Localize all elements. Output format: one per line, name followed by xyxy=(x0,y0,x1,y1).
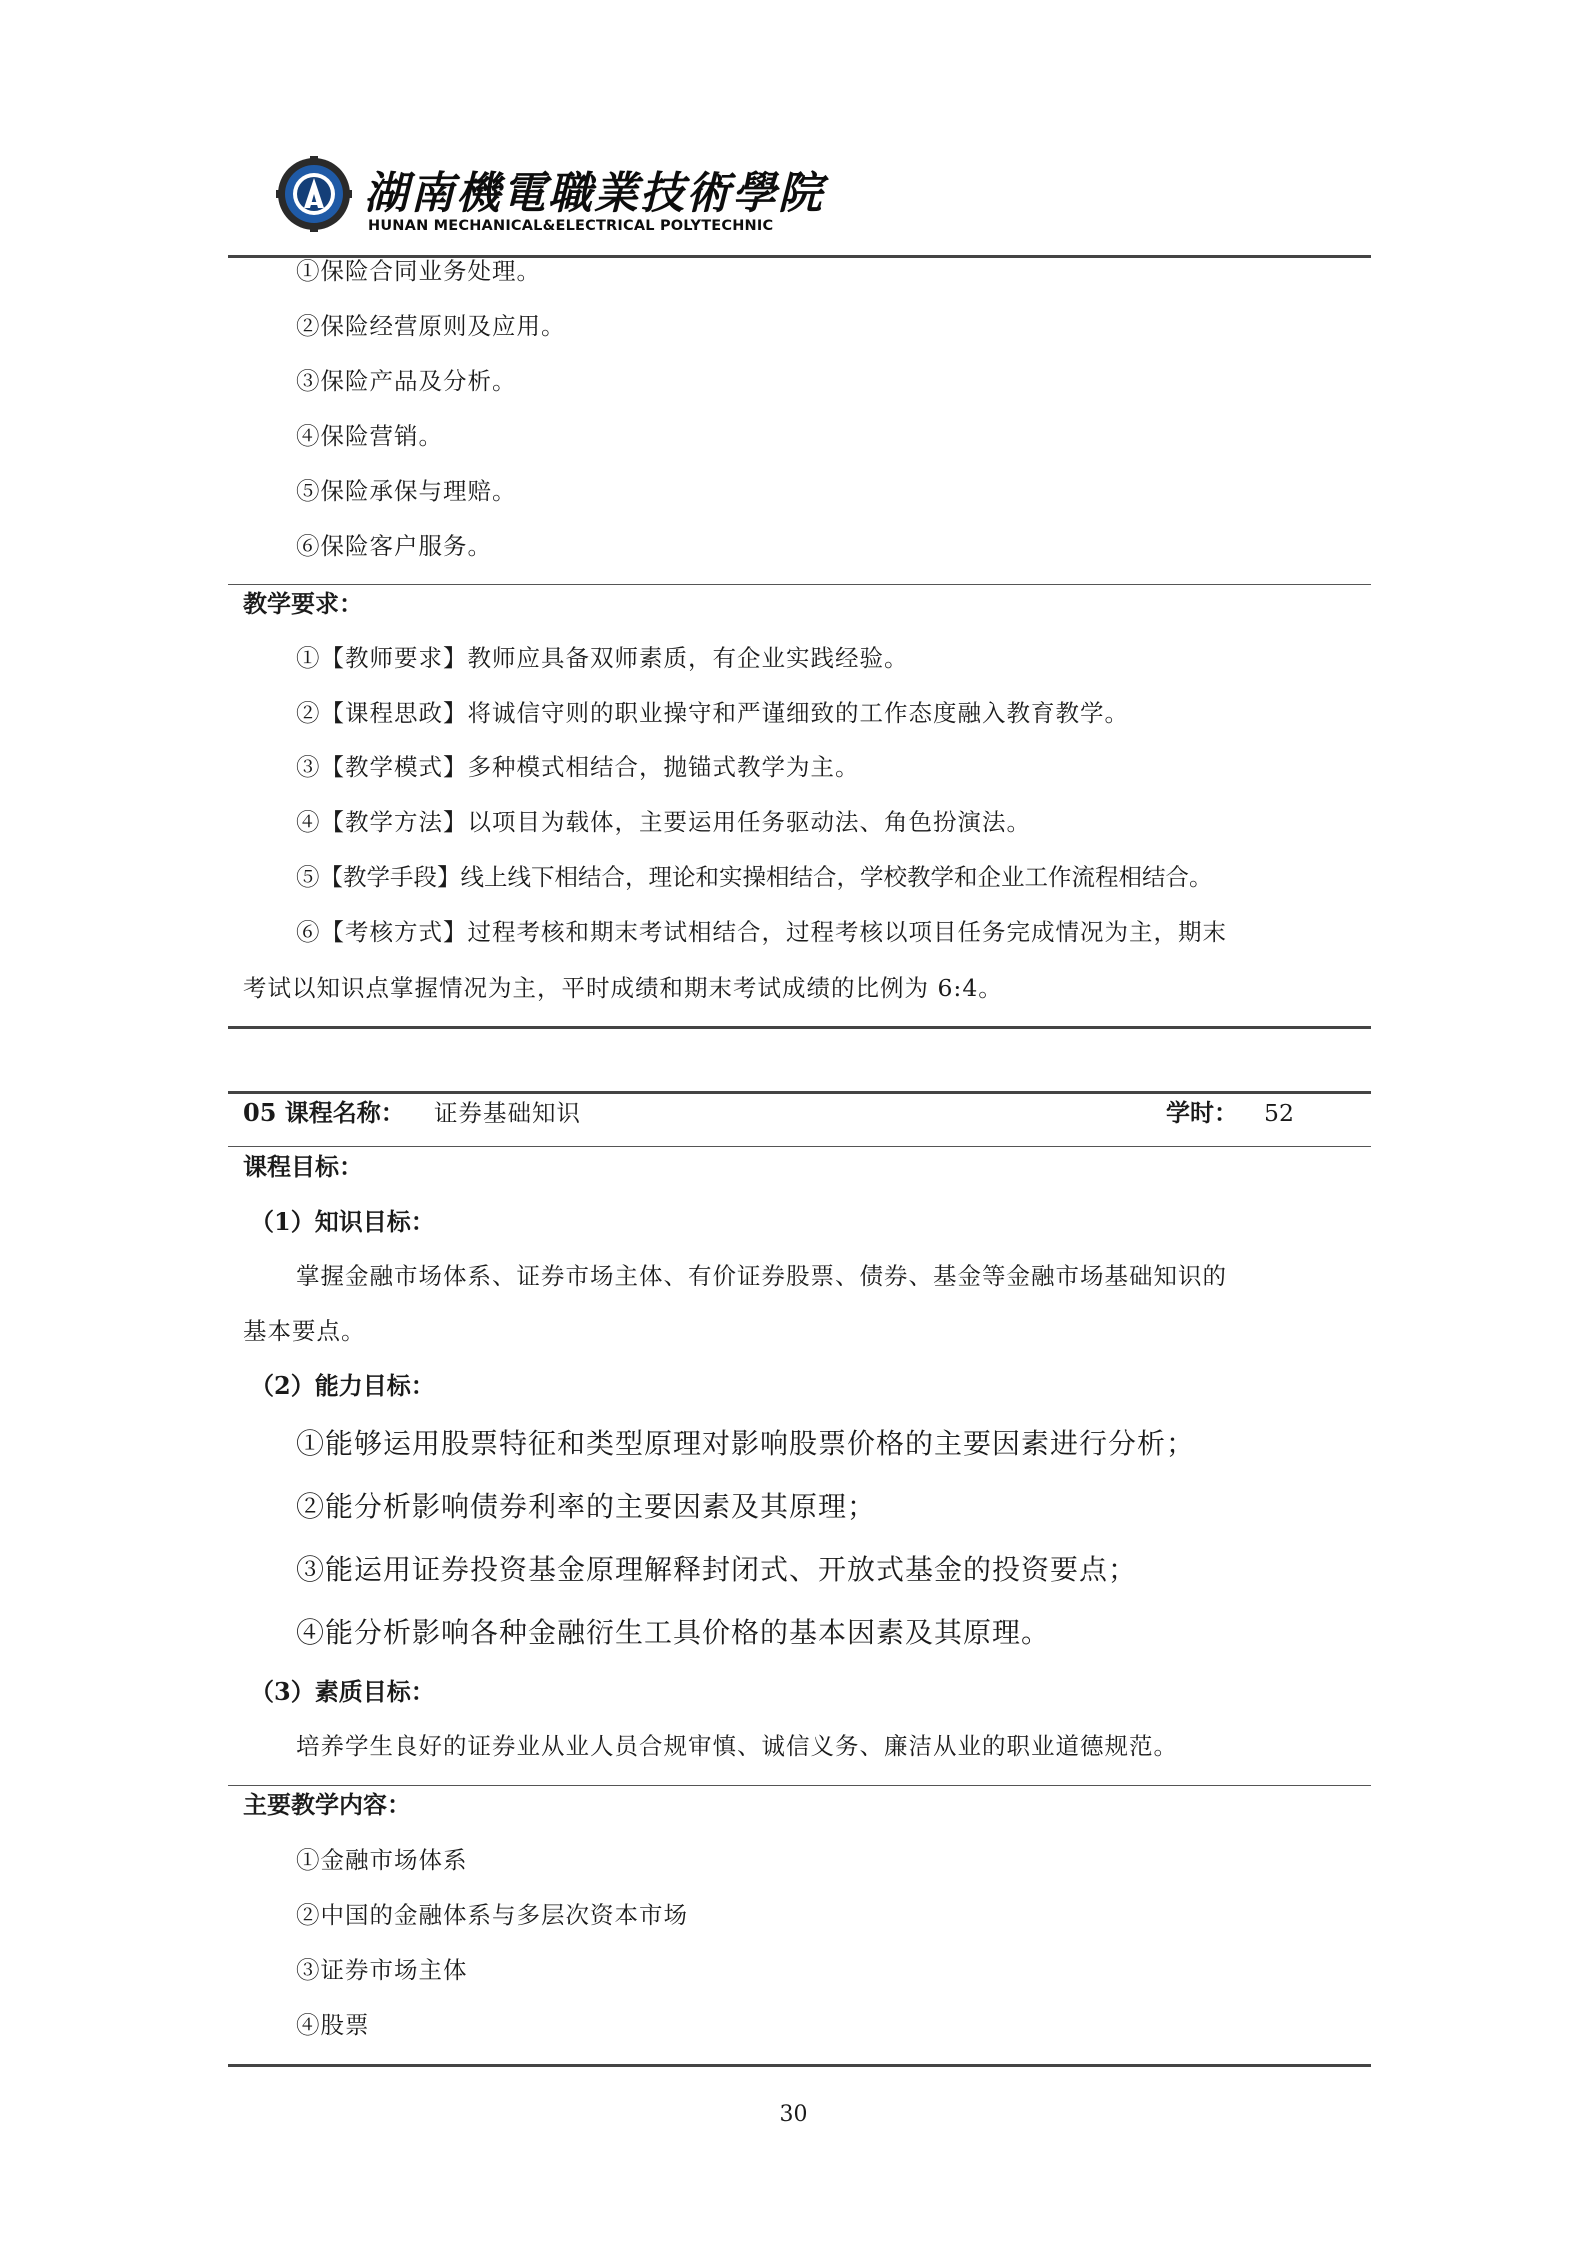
list-item: ③证券市场主体 xyxy=(296,1956,468,1984)
course-name: 证券基础知识 xyxy=(434,1099,581,1127)
quality-objective-label: （3）素质目标： xyxy=(250,1677,435,1706)
list-item: ①能够运用股票特征和类型原理对影响股票价格的主要因素进行分析； xyxy=(296,1427,1196,1460)
content-label: 主要教学内容： xyxy=(243,1790,411,1819)
list-item: ④保险营销。 xyxy=(296,422,443,450)
divider xyxy=(228,584,1371,585)
section-end-rule xyxy=(228,2064,1371,2067)
teaching-requirements-label: 教学要求： xyxy=(243,589,363,618)
objectives-label: 课程目标： xyxy=(243,1152,363,1181)
list-item: ①保险合同业务处理。 xyxy=(296,257,541,285)
ability-objective-label: （2）能力目标： xyxy=(250,1371,435,1400)
school-logo xyxy=(276,148,824,240)
page-number: 30 xyxy=(779,2102,808,2127)
list-item: ④【教学方法】以项目为载体，主要运用任务驱动法、角色扮演法。 xyxy=(296,808,1031,836)
school-seal-icon xyxy=(276,156,352,232)
knowledge-objective-label: （1）知识目标： xyxy=(250,1207,435,1236)
school-name-en: HUNAN MECHANICAL&ELECTRICAL POLYTECHNIC xyxy=(368,218,774,234)
list-item: ②【课程思政】将诚信守则的职业操守和严谨细致的工作态度融入教育教学。 xyxy=(296,699,1129,727)
list-item: ①金融市场体系 xyxy=(296,1846,468,1874)
course-top-rule xyxy=(228,1091,1371,1094)
divider xyxy=(228,1785,1371,1786)
course-name-label: 05 课程名称： xyxy=(243,1098,405,1127)
list-item: ⑤【教学手段】线上线下相结合，理论和实操相结合，学校教学和企业工作流程相结合。 xyxy=(296,863,1213,891)
list-item: ⑥保险客户服务。 xyxy=(296,532,492,560)
course-hours-label: 学时： xyxy=(1166,1098,1238,1127)
list-item: ②中国的金融体系与多层次资本市场 xyxy=(296,1901,688,1929)
list-item: ①【教师要求】教师应具备双师素质，有企业实践经验。 xyxy=(296,644,909,672)
assessment-line: 考试以知识点掌握情况为主，平时成绩和期末考试成绩的比例为 6:4。 xyxy=(243,974,1003,1002)
section-end-rule xyxy=(228,1026,1371,1029)
divider xyxy=(228,1146,1371,1147)
quality-text: 培养学生良好的证券业从业人员合规审慎、诚信义务、廉洁从业的职业道德规范。 xyxy=(296,1732,1178,1760)
knowledge-text: 基本要点。 xyxy=(243,1317,366,1345)
course-hours: 52 xyxy=(1264,1099,1294,1127)
list-item: ③保险产品及分析。 xyxy=(296,367,517,395)
school-name-cn: 湖南機電職業技術學院 xyxy=(364,168,824,219)
list-item: ③【教学模式】多种模式相结合，抛锚式教学为主。 xyxy=(296,753,860,781)
list-item: ③能运用证券投资基金原理解释封闭式、开放式基金的投资要点； xyxy=(296,1553,1138,1586)
assessment-line: ⑥【考核方式】过程考核和期末考试相结合，过程考核以项目任务完成情况为主，期末 xyxy=(296,918,1227,946)
list-item: ④能分析影响各种金融衍生工具价格的基本因素及其原理。 xyxy=(296,1616,1051,1649)
list-item: ②保险经营原则及应用。 xyxy=(296,312,566,340)
knowledge-text: 掌握金融市场体系、证券市场主体、有价证券股票、债券、基金等金融市场基础知识的 xyxy=(296,1262,1227,1290)
list-item: ②能分析影响债券利率的主要因素及其原理； xyxy=(296,1490,877,1523)
list-item: ④股票 xyxy=(296,2011,370,2039)
list-item: ⑤保险承保与理赔。 xyxy=(296,477,517,505)
